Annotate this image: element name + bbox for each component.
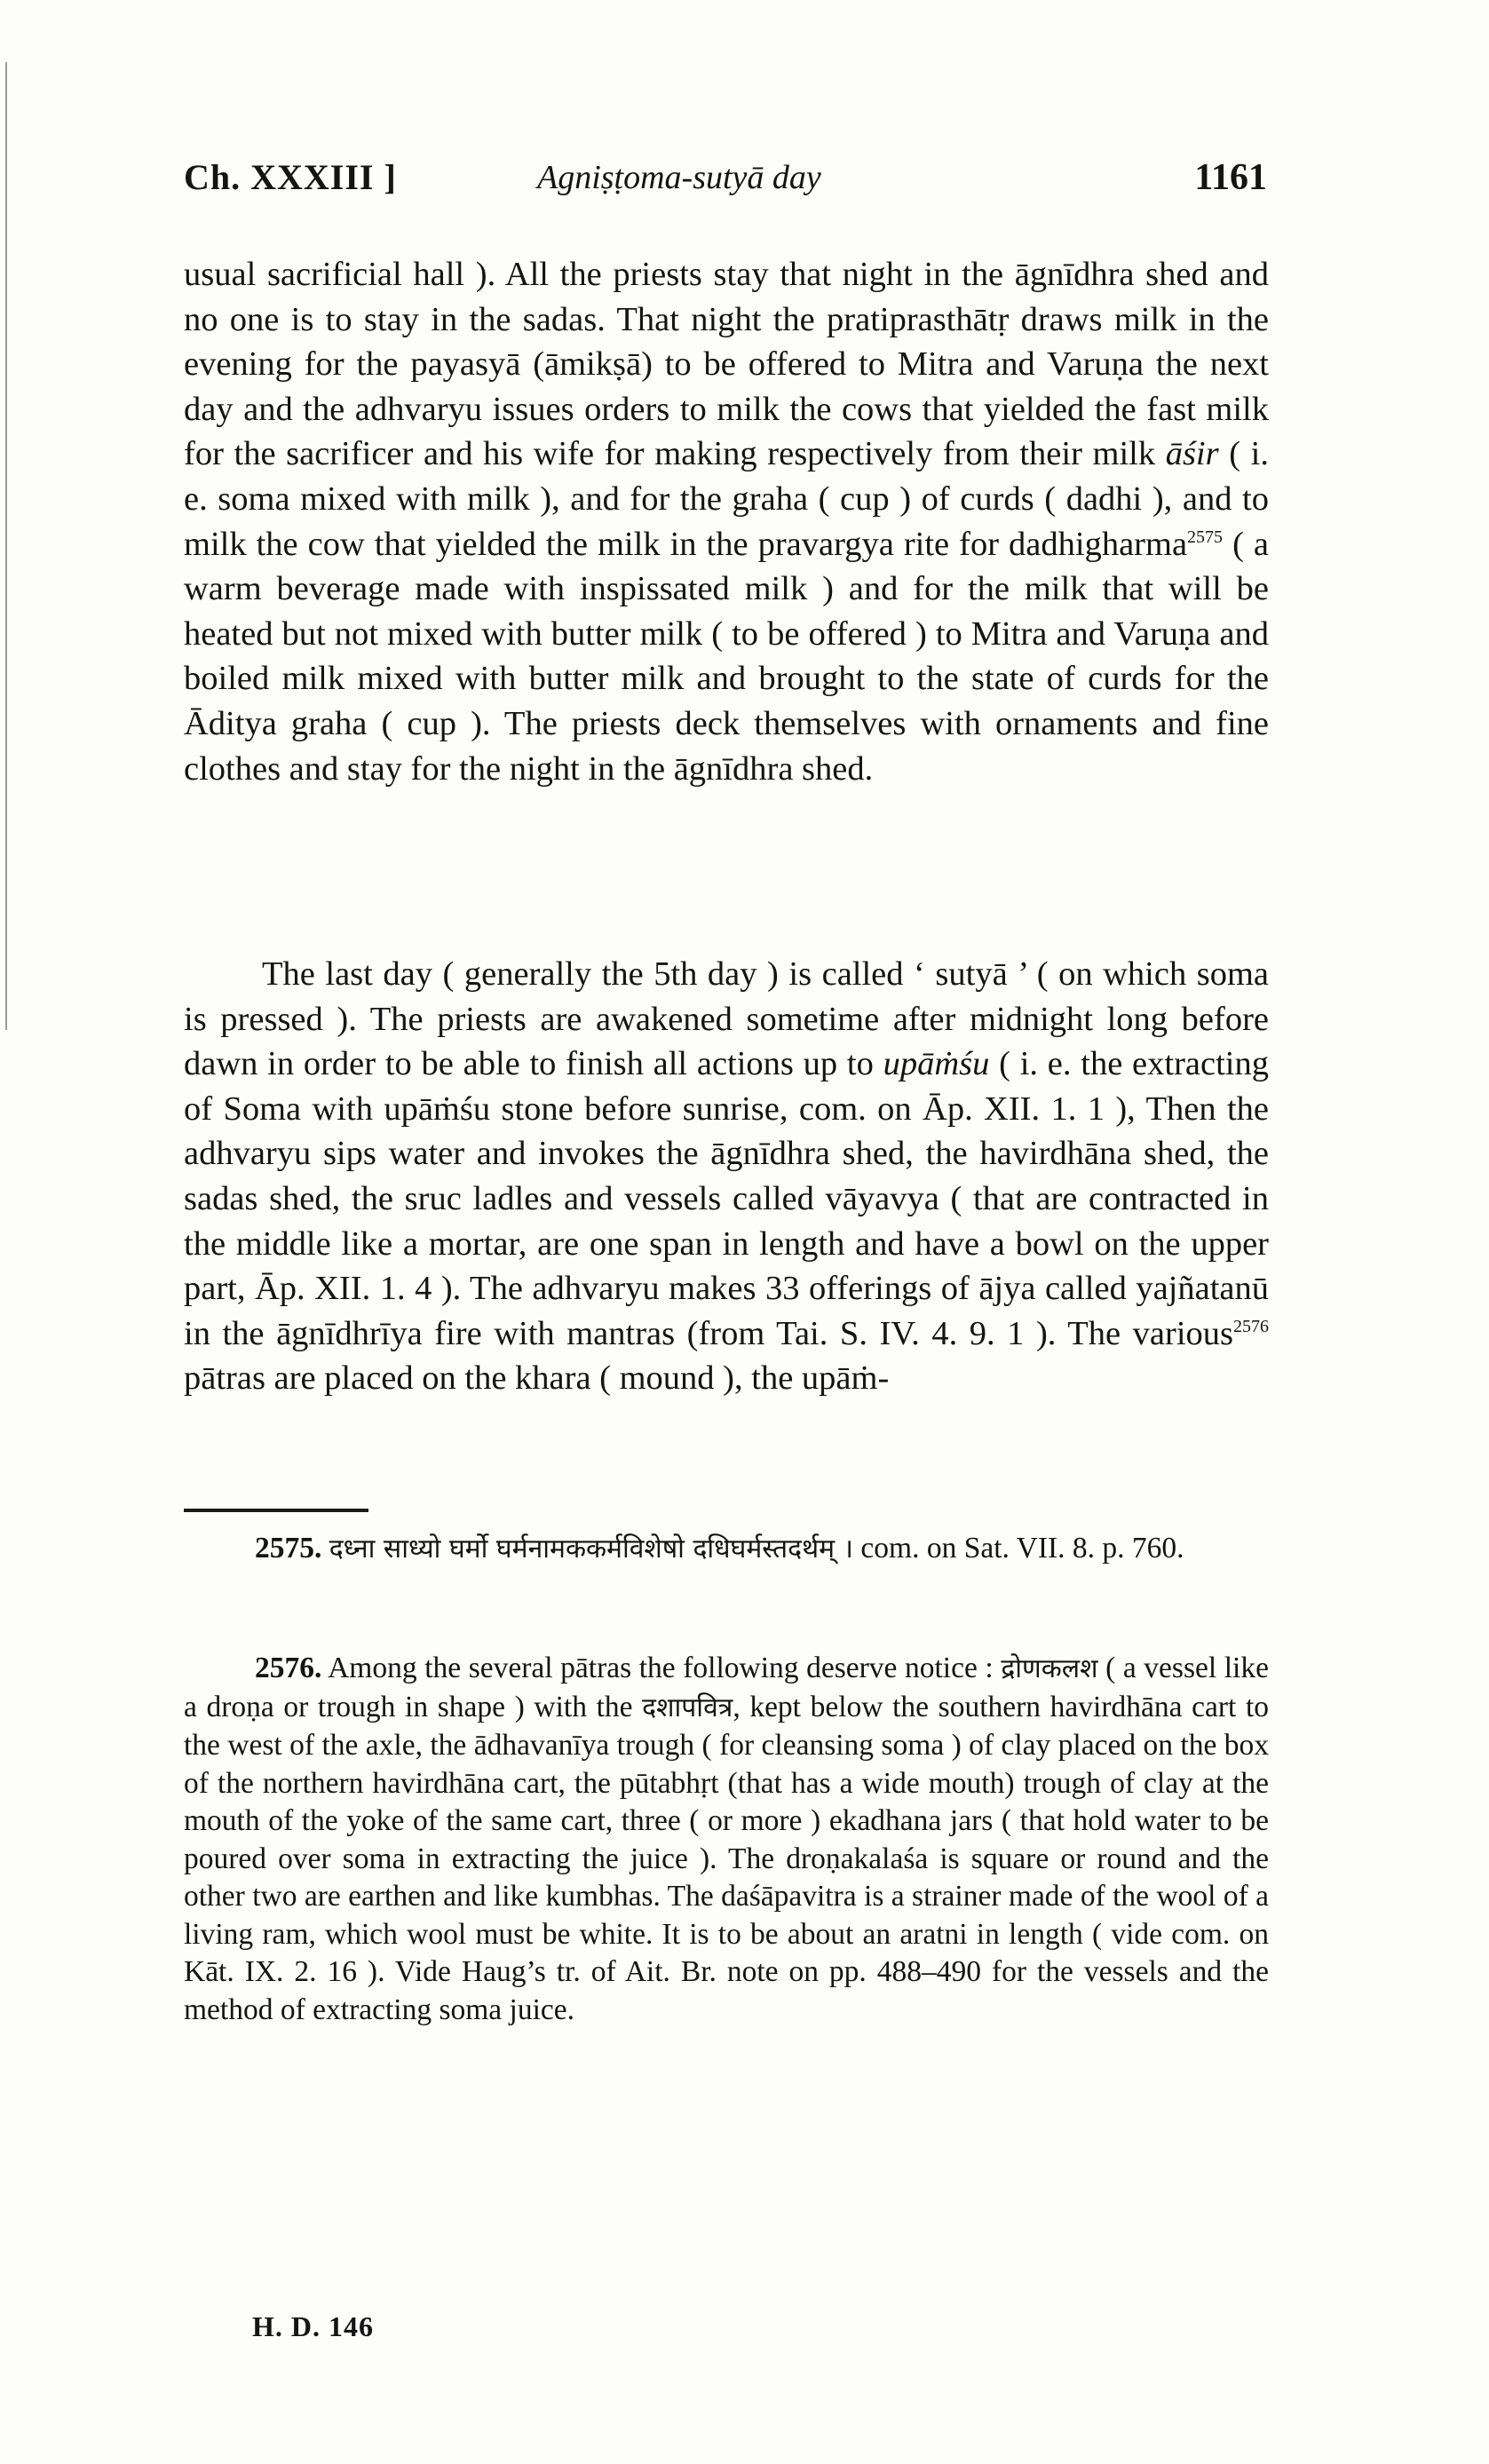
footnote-number: 2576. [255,1652,322,1684]
footnote-ref-2575: 2575 [1187,527,1224,547]
scan-edge-line [5,62,7,1030]
body-paragraph-1 [184,252,1269,791]
para1-text-a: usual sacrificial hall ). All the priests stay that night in the āgnīdhra shed and no one is to stay in the sadas. That night the pratiprasthātṛ draws milk in the evening for the payasyā (āmikṣā) to be offered to Mitra and Varuṇa the next day and the adhvaryu issues orders to milk the cows that yielded the fast milk for the sacrificer and his wife for making respectively from their milk [184,256,1269,473]
devanagari-term-dasapavitra: दशापवित्र [642,1692,733,1723]
para2-text-a: The last day ( generally the 5th day ) is called ‘ sutyā ’ ( on which soma is pressed ). The priests are awakened sometime after midnight long before dawn in order to be able to finish all actions up to [184,955,1269,1083]
para2-text-b: ( i. e. the extracting of Soma with upāṁśu stone before sunrise, com. on Āp. XII. 1. 1 ), Then the adhvaryu sips water and invokes the āgnīdhra shed, the havirdhāna shed, the sadas shed, the sruc ladles and vessels called vāyavya ( that are contracted in the middle like a mortar, are one span in length and have a bowl on the upper part, Āp. XII. 1. 4 ). The adhvaryu makes 33 offerings of ājya called yajñatanū in the āgnīdhrīya fire with mantras (from Tai. S. IV. 4. 9. 1 ). The various [184,1045,1269,1352]
page-number: 1161 [1194,157,1267,198]
footnote-2575 [184,1530,1269,1569]
devanagari-quote: दध्ना साध्यो घर्मो घर्मनामककर्मविशेषो दधिघर्मस्तदर्थम् । [329,1533,854,1565]
footnote-text-a: Among the several pātras the following deserve notice : [321,1652,1002,1684]
signature-mark: H. D. 146 [252,2310,374,2342]
para1-text-c: ( a warm beverage made with inspissated milk ) and for the milk that will be heated but not mixed with butter milk ( to be offered ) to Mitra and Varuṇa and boiled milk mixed with butter milk and brought to the state of curds for the Āditya graha ( cup ). The priests deck themselves with ornaments and fine clothes and stay for the night in the āgnīdhra shed. [184,525,1269,788]
footnote-number: 2575. [255,1532,322,1565]
para2-text-c: pātras are placed on the khara ( mound ), the upāṁ- [184,1359,890,1398]
devanagari-term-dronakalasa: द्रोणकलश [1001,1653,1098,1684]
footnote-separator [184,1509,368,1512]
para1-text-b: ( i. e. soma mixed with milk ), and for the graha ( cup ) of curds ( dadhi ), and to milk the cow that yielded the milk in the pravargya rite for dadhigharma [184,435,1269,563]
footnote-text-b: ( a vessel like a droṇa or trough in shape ) with the [184,1652,1269,1723]
footnote-text-c: , kept below the southern havirdhāna cart to the west of the axle, the ādhavanīya trough ( for cleansing soma ) of clay placed on the box of the northern havirdhāna cart, the pūtabhṛt (that has a wide mouth) trough of clay at the mouth of the yoke of the same cart, three ( or more ) ekadhana jars ( that hold water to be poured over soma in extracting the juice ). The droṇakalaśa is square or round and the other two are earthen and like kumbhas. The daśāpavitra is a strainer made of the wool of a living ram, which wool must be white. It is to be about an aratni in length ( vide com. on Kāt. IX. 2. 16 ). Vide Haug’s tr. of Ait. Br. note on pp. 488–490 for the vessels and the method of extracting soma juice. [184,1690,1270,2026]
page-header [184,156,1267,218]
term-asir: āśir [1165,435,1219,473]
footnote-ref-2576: 2576 [1233,1316,1269,1336]
running-title: Agniṣṭoma-sutyā day [537,159,821,196]
footnote-2576 [184,1650,1269,2029]
chapter-label: Ch. XXXIII ] [184,157,397,197]
term-upamsu: upāṁśu [883,1045,990,1083]
footnote-text: com. on Sat. VII. 8. p. 760. [853,1532,1184,1565]
body-paragraph-2 [184,952,1269,1401]
